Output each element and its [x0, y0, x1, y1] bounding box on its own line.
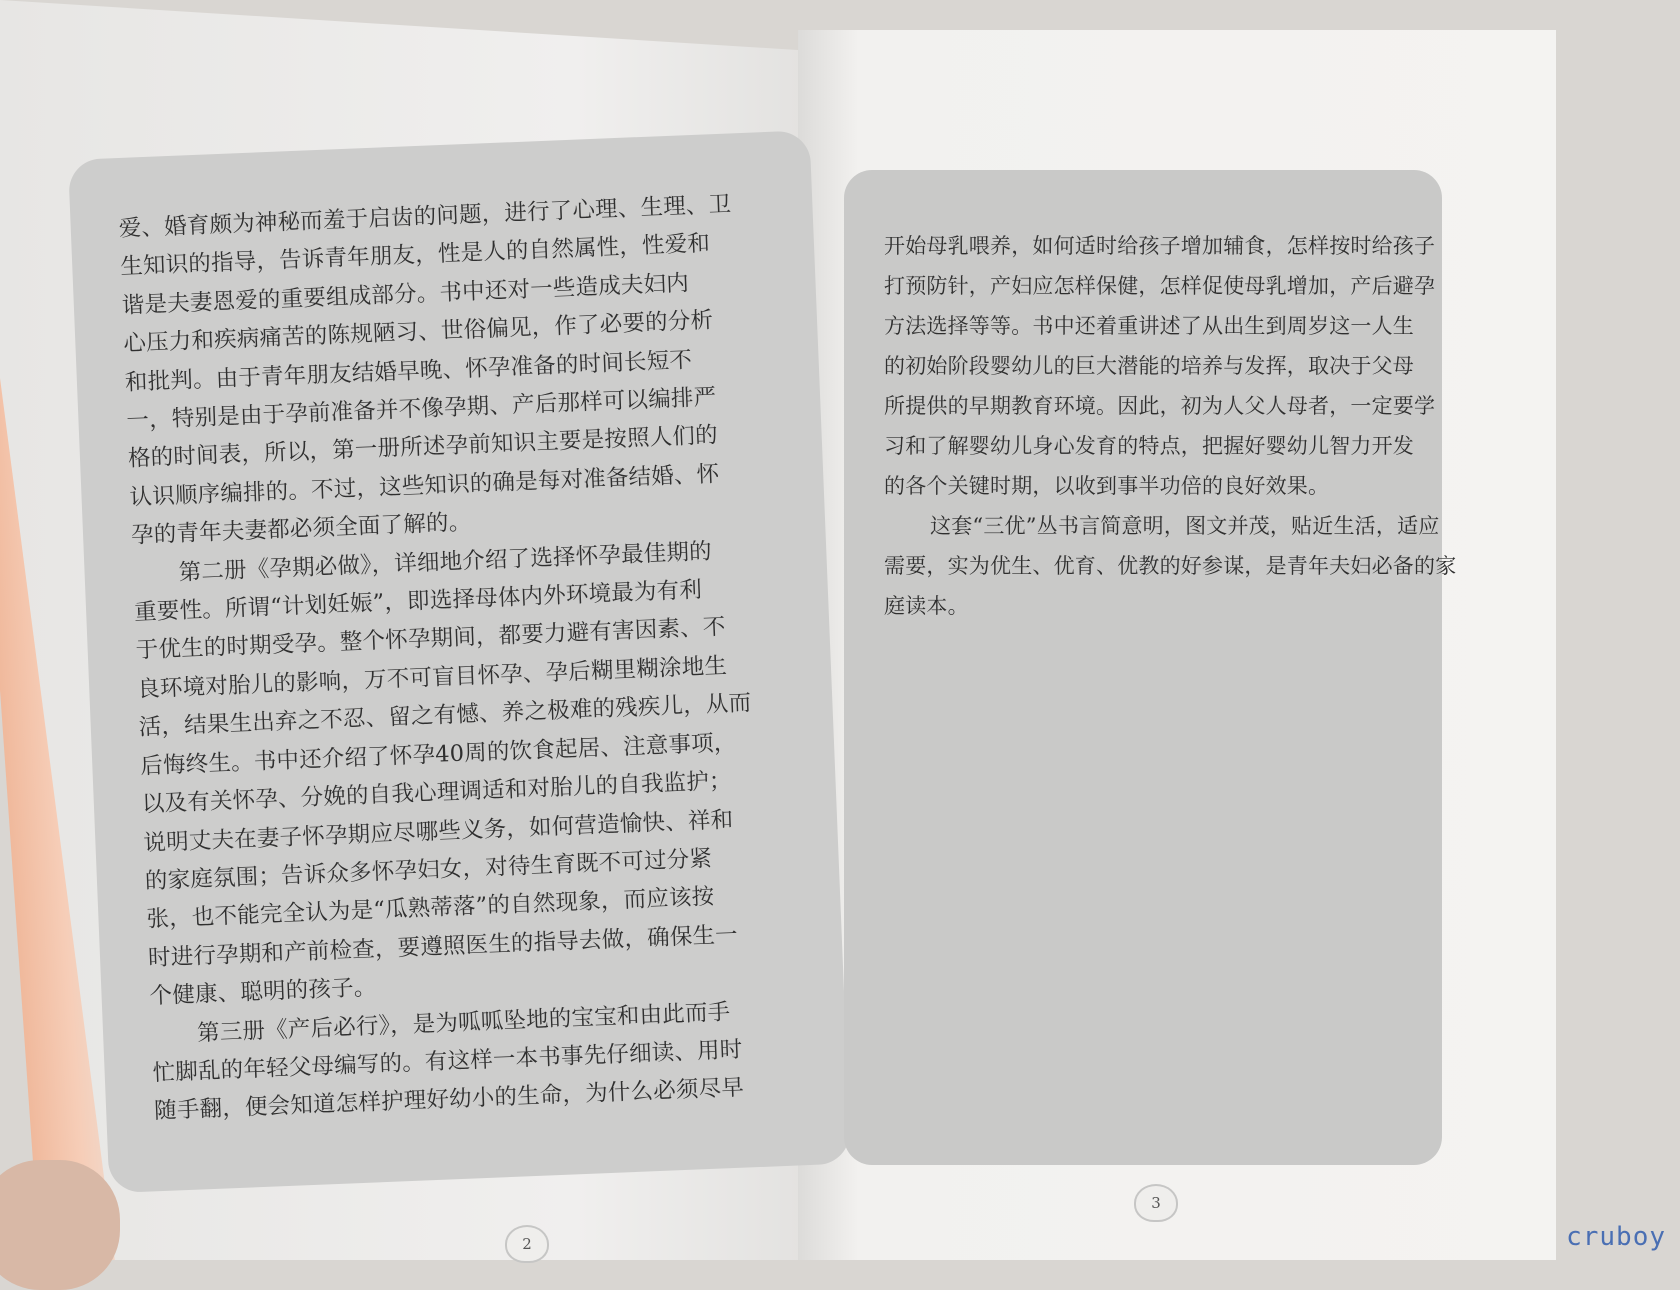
text-line: 这套“三优”丛书言简意明，图文并茂，贴近生活，适应: [930, 514, 1440, 538]
thumb: [0, 1160, 120, 1290]
text-line: 习和了解婴幼儿身心发育的特点，把握好婴幼儿智力开发: [884, 434, 1414, 458]
page-number-left: 2: [505, 1225, 549, 1263]
text-line: 说明丈夫在妻子怀孕期应尽哪些义务，如何营造愉快、祥和: [142, 806, 734, 857]
text-line: 的各个关键时期，以收到事半功倍的良好效果。: [884, 474, 1330, 498]
text-line: 忙脚乱的年轻父母编写的。有这样一本书事先仔细读、用时: [152, 1036, 743, 1087]
text-line: 一，特别是由于孕前准备并不像孕期、产后那样可以编排严: [125, 384, 717, 434]
text-line: 和批判。由于青年朋友结婚早晚、怀孕准备的时间长短不: [124, 346, 693, 396]
text-line: 心压力和疾病痛苦的陈规陋习、世俗偏见，作了必要的分析: [122, 307, 714, 358]
watermark: cruboy: [1566, 1222, 1666, 1252]
text-line: 于优生的时期受孕。整个怀孕期间，都要力避有害因素、不: [135, 614, 727, 665]
right-text-panel: [844, 170, 1457, 1165]
text-line: 的家庭氛围；告诉众多怀孕妇女，对待生育既不可过分紧: [144, 845, 713, 895]
text-line: 个健康、聪明的孩子。: [149, 974, 377, 1010]
text-line: 谐是夫妻恩爱的重要组成部分。书中还对一些造成夫妇内: [121, 270, 690, 319]
text-line: 随手翻，便会知道怎样护理好幼小的生命，为什么必须尽早: [153, 1074, 745, 1125]
left-page-text: [118, 184, 808, 1131]
text-line: 开始母乳喂养，如何适时给孩子增加辅食，怎样按时给孩子: [884, 234, 1436, 258]
text-line: 方法选择等等。书中还着重讲述了从出生到周岁这一人生: [884, 314, 1414, 338]
text-line: 需要，实为优生、优育、优教的好参谋，是青年夫妇必备的家: [884, 554, 1457, 578]
text-line: 所提供的早期教育环境。因此，初为人父人母者，一定要学: [884, 394, 1436, 418]
text-line: 后悔终生。书中还介绍了怀孕40周的饮食起居、注意事项，: [139, 729, 737, 780]
text-line: 第二册《孕期必做》，详细地介绍了选择怀孕最佳期的: [178, 538, 713, 586]
right-page-text: [884, 226, 1457, 626]
text-line: 第三册《产后必行》，是为呱呱坠地的宝宝和由此而手: [196, 998, 731, 1047]
text-line: 打预防针，产妇应怎样保健，怎样促使母乳增加，产后避孕: [884, 274, 1436, 298]
page-number-right: 3: [1134, 1184, 1178, 1222]
left-text-panel: [68, 130, 851, 1193]
text-line: 爱、婚育颇为神秘而羞于启齿的问题，进行了心理、生理、卫: [118, 191, 732, 243]
text-line: 以及有关怀孕、分娩的自我心理调适和对胎儿的自我监护；: [141, 767, 733, 818]
text-line: 良环境对胎儿的影响，万不可盲目怀孕、孕后糊里糊涂地生: [136, 652, 728, 703]
text-line: 孕的青年夫妻都必须全面了解的。: [130, 509, 472, 550]
text-line: 的初始阶段婴幼儿的巨大潜能的培养与发挥，取决于父母: [884, 354, 1414, 378]
text-line: 生知识的指导，告诉青年朋友，性是人的自然属性，性爱和: [119, 230, 711, 281]
text-line: 庭读本。: [884, 594, 969, 618]
text-line: 时进行孕期和产前检查，要遵照医生的指导去做，确保生一: [147, 921, 739, 972]
text-line: 张，也不能完全认为是“瓜熟蒂落”的自然现象，而应该按: [146, 883, 715, 933]
text-line: 格的时间表，所以，第一册所述孕前知识主要是按照人们的: [127, 422, 719, 473]
text-line: 活，结果生出弃之不忍、留之有憾、养之极难的残疾儿，从而: [138, 690, 752, 741]
text-line: 重要性。所谓“计划妊娠”，即选择母体内外环境最为有利: [133, 576, 703, 626]
text-line: 认识顺序编排的。不过，这些知识的确是每对准备结婚、怀: [129, 460, 720, 511]
